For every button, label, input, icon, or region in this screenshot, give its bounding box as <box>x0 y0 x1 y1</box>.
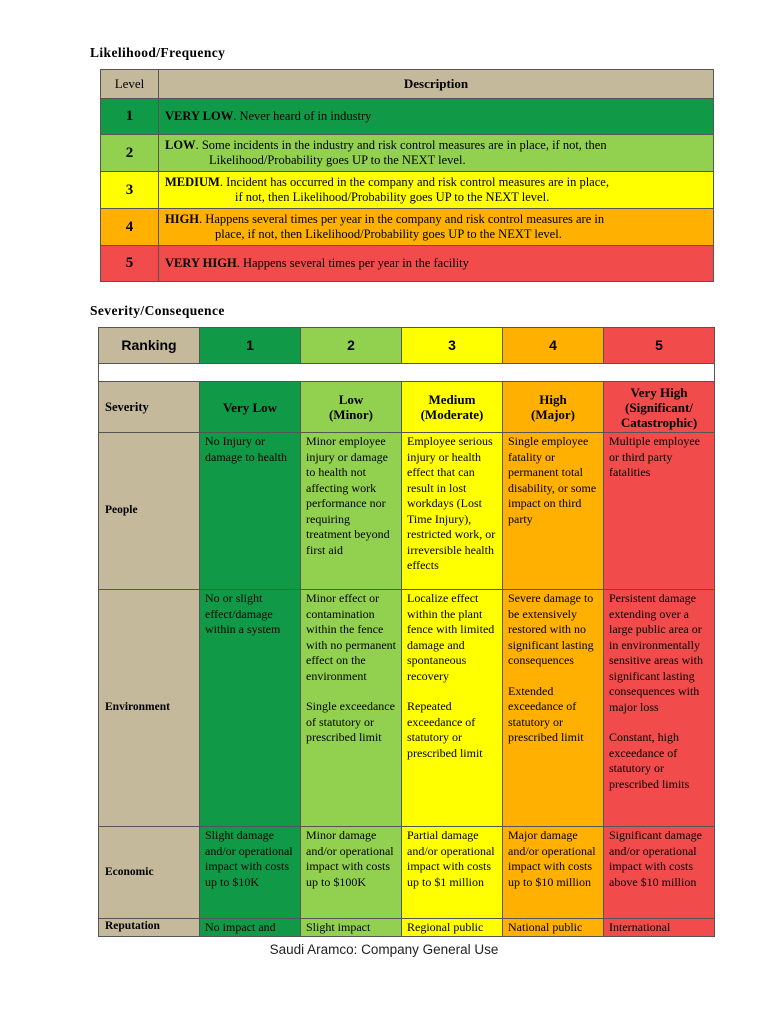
likelihood-row-1 <box>101 99 714 135</box>
likelihood-row-5 <box>101 246 714 282</box>
category-label-environment: Environment <box>99 590 200 827</box>
level-text: . Some incidents in the industry and risk control measures are in place, if not, then <box>195 138 607 152</box>
severity-level-subname-2: Catastrophic) <box>620 414 698 430</box>
cell-text: No or slight effect/damage within a system <box>205 591 281 636</box>
cell-text: Multiple employee or third party fatalities <box>609 434 700 479</box>
environment-row <box>99 590 715 827</box>
level-text-continued: place, if not, then Likelihood/Probability goes UP to the NEXT level. <box>215 227 562 241</box>
economic-cell-1 <box>200 827 301 919</box>
level-description <box>159 99 714 135</box>
severity-level-name: Medium <box>428 392 476 407</box>
level-term: LOW <box>165 138 196 152</box>
economic-cell-2 <box>301 827 402 919</box>
cell-text: International <box>609 920 671 934</box>
cell-text: No Injury or damage to health <box>205 434 287 464</box>
ranking-3: 3 <box>402 328 503 364</box>
classification-footer: Saudi Aramco: Company General Use <box>269 942 499 957</box>
level-description <box>159 209 714 246</box>
cell-text-2: Single exceedance of statutory or prescribed limit <box>306 699 395 744</box>
severity-level-name: Very High <box>630 384 688 400</box>
cell-text: Localize effect within the plant fence with limited damage and spontaneous recovery <box>407 591 495 683</box>
level-number: 5 <box>101 246 159 282</box>
cell-text: Significant damage and/or operational impact with costs above $10 million <box>609 828 702 889</box>
ranking-4: 4 <box>503 328 604 364</box>
category-label-economic: Economic <box>99 827 200 919</box>
people-row <box>99 433 715 590</box>
level-number: 1 <box>101 99 159 135</box>
likelihood-table <box>100 69 714 282</box>
likelihood-heading: Likelihood/Frequency <box>90 45 226 60</box>
severity-level-name: High <box>539 392 567 407</box>
cell-text: Single employee fatality or permanent total disability, or some impact on third party <box>508 434 597 526</box>
level-description <box>159 135 714 172</box>
reputation-cell-3 <box>402 919 503 937</box>
severity-label: Severity <box>99 382 200 433</box>
cell-text: Partial damage and/or operational impact with costs up to $1 million <box>407 828 495 889</box>
severity-heading: Severity/Consequence <box>90 303 225 318</box>
cell-text: Slight impact <box>306 920 371 934</box>
ranking-label: Ranking <box>99 328 200 364</box>
likelihood-header-row <box>101 70 714 99</box>
severity-level-2 <box>301 382 402 433</box>
description-column-header: Description <box>159 70 714 99</box>
reputation-row <box>99 919 715 937</box>
cell-text-2: Constant, high exceedance of statutory or prescribed limits <box>609 730 690 791</box>
environment-cell-3 <box>402 590 503 827</box>
reputation-cell-5 <box>604 919 715 937</box>
level-text: . Incident has occurred in the company and risk control measures are in place, <box>219 175 609 189</box>
people-cell-2 <box>301 433 402 590</box>
reputation-cell-2 <box>301 919 402 937</box>
category-label-people: People <box>99 433 200 590</box>
severity-level-subname: (Major) <box>530 407 576 422</box>
people-cell-1 <box>200 433 301 590</box>
level-term: MEDIUM <box>165 175 220 189</box>
economic-cell-4 <box>503 827 604 919</box>
likelihood-row-2 <box>101 135 714 172</box>
level-number: 3 <box>101 172 159 209</box>
severity-level-name: Low <box>338 392 364 407</box>
severity-level-subname: (Minor) <box>328 407 374 422</box>
level-text: . Happens several times per year in the company and risk control measures are in <box>199 212 605 226</box>
ranking-1: 1 <box>200 328 301 364</box>
likelihood-row-3 <box>101 172 714 209</box>
cell-text-2: Repeated exceedance of statutory or prescribed limit <box>407 699 483 760</box>
severity-level-5 <box>604 382 715 433</box>
level-number: 4 <box>101 209 159 246</box>
cell-text: No impact and <box>205 920 276 934</box>
environment-cell-5 <box>604 590 715 827</box>
cell-text: Minor effect or contamination within the fence with no permanent effect on the environment <box>306 591 396 683</box>
severity-level-subname: (Significant/ <box>625 399 693 415</box>
cell-text: Minor employee injury or damage to health not affecting work performance nor requiring treatment beyond first aid <box>306 434 390 557</box>
level-description <box>159 172 714 209</box>
ranking-row <box>99 328 715 364</box>
severity-level-3 <box>402 382 503 433</box>
economic-row <box>99 827 715 919</box>
cell-text-2: Extended exceedance of statutory or prescribed limit <box>508 683 584 744</box>
environment-cell-1 <box>200 590 301 827</box>
economic-cell-5 <box>604 827 715 919</box>
ranking-5: 5 <box>604 328 715 364</box>
level-text: . Happens several times per year in the facility <box>236 256 469 270</box>
economic-cell-3 <box>402 827 503 919</box>
severity-level-name: Very Low <box>222 399 278 415</box>
cell-text: Minor damage and/or operational impact with costs up to $100K <box>306 828 394 889</box>
severity-level-1 <box>200 382 301 433</box>
spacer-cell <box>99 364 715 382</box>
level-term: VERY HIGH <box>165 256 237 270</box>
category-label-reputation: Reputation <box>99 919 200 937</box>
severity-level-4 <box>503 382 604 433</box>
level-text-continued: Likelihood/Probability goes UP to the NEXT level. <box>209 153 466 167</box>
level-text-continued: if not, then Likelihood/Probability goes UP to the NEXT level. <box>235 190 550 204</box>
level-number: 2 <box>101 135 159 172</box>
severity-level-row <box>99 382 715 433</box>
reputation-cell-1 <box>200 919 301 937</box>
cell-text: Severe damage to be extensively restored with no significant lasting consequences <box>508 591 594 667</box>
environment-cell-2 <box>301 590 402 827</box>
environment-cell-4 <box>503 590 604 827</box>
cell-text: Slight damage and/or operational impact with costs up to $10K <box>205 828 293 889</box>
people-cell-4 <box>503 433 604 590</box>
people-cell-3 <box>402 433 503 590</box>
likelihood-row-4 <box>101 209 714 246</box>
reputation-cell-4 <box>503 919 604 937</box>
cell-text: National public <box>508 920 583 934</box>
level-column-header: Level <box>101 70 159 99</box>
level-description <box>159 246 714 282</box>
level-term: HIGH <box>165 212 200 226</box>
level-text: . Never heard of in industry <box>233 109 372 123</box>
cell-text: Major damage and/or operational impact with costs up to $10 million <box>508 828 596 889</box>
severity-table <box>98 327 715 937</box>
ranking-2: 2 <box>301 328 402 364</box>
cell-text: Persistent damage extending over a large public area or in environmentally sensitive areas with significant lasting consequences with major loss <box>609 591 703 714</box>
severity-level-subname: (Moderate) <box>420 407 484 422</box>
cell-text: Regional public <box>407 920 484 934</box>
people-cell-5 <box>604 433 715 590</box>
cell-text: Employee serious injury or health effect that can result in lost workdays (Lost Time Injury), restricted work, or irreversible health effects <box>407 434 496 572</box>
level-term: VERY LOW <box>165 109 234 123</box>
spacer-row <box>99 364 715 382</box>
